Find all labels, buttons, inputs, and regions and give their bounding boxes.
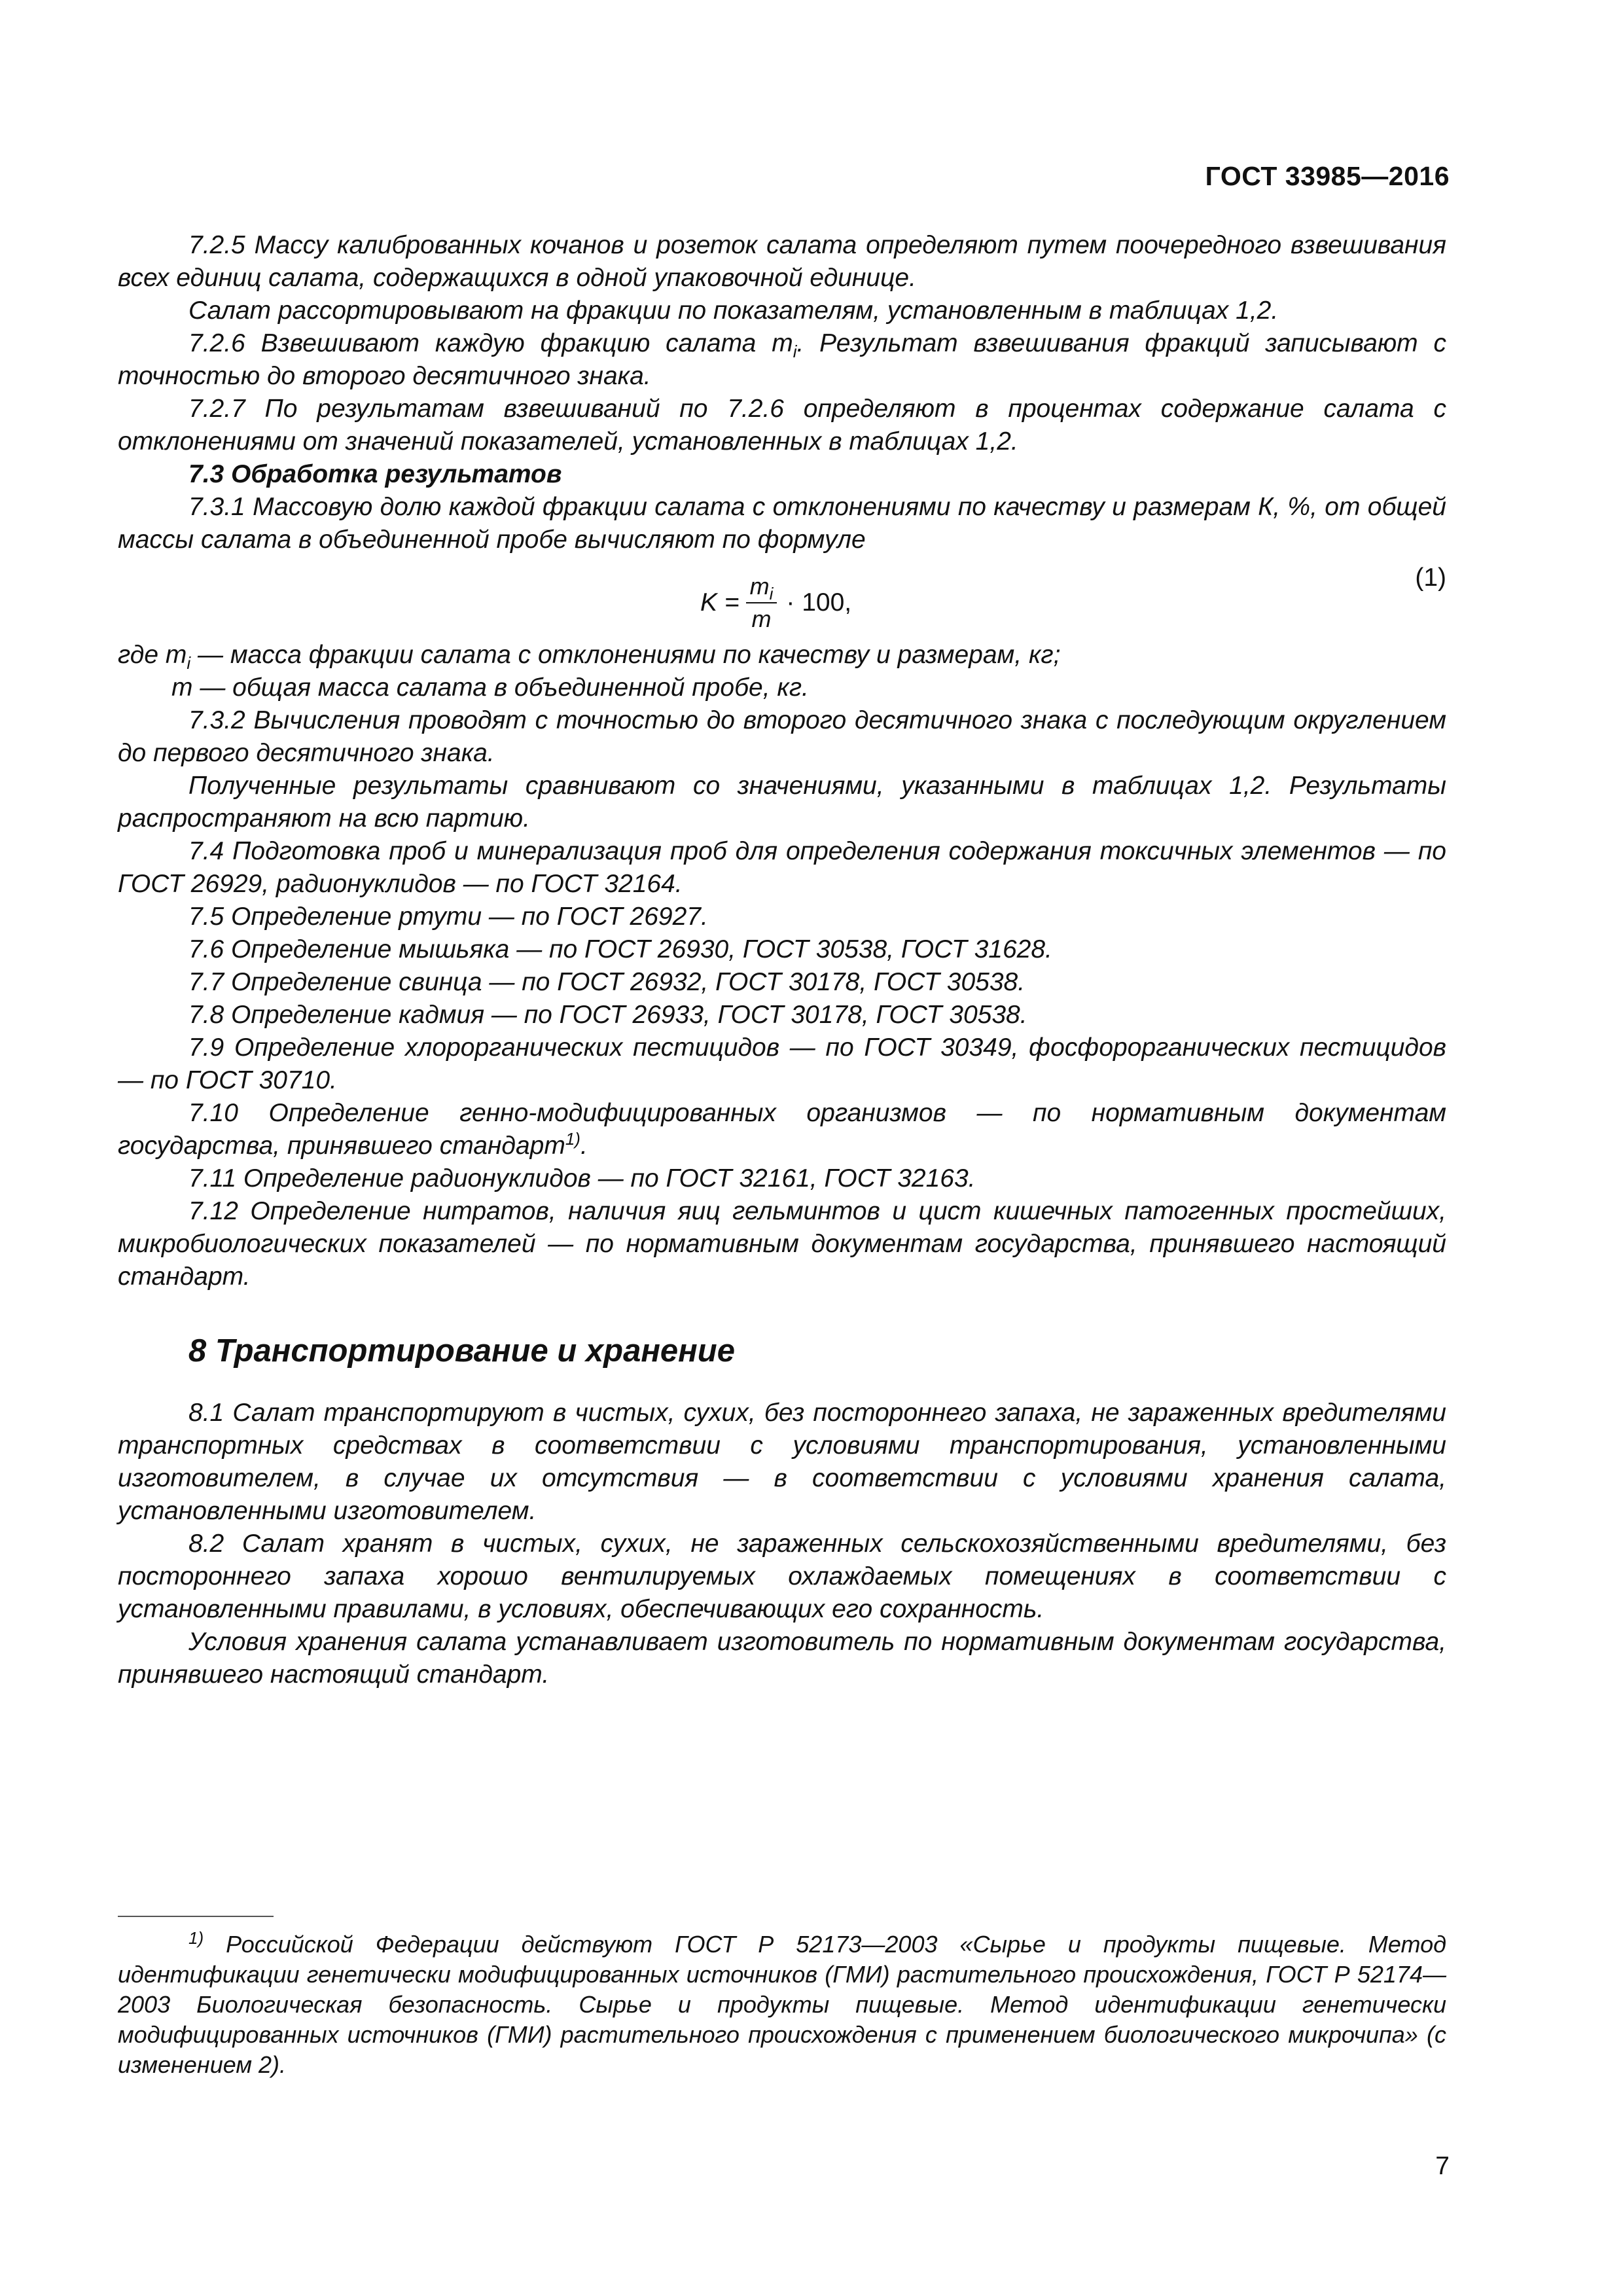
where-line-m: m — общая масса салата в объединенной пробе, кг.	[171, 673, 809, 702]
paragraph-8-2: 8.2 Салат хранят в чистых, сухих, не зараженных сельскохозяйственными вредителями, без постороннего запаха хорошо вентилируемых охлаждаемых помещениях в соответствии с установленными правилами, в условиях, обеспечивающих его сохранность.	[118, 1530, 1446, 1623]
heading-7-3: 7.3 Обработка результатов	[188, 460, 562, 488]
paragraph-7-3-2: 7.3.2 Вычисления проводят с точностью до второго десятичного знака с последующим округлением до первого десятичного знака.	[118, 706, 1446, 767]
paragraph-7-6: 7.6 Определение мышьяка — по ГОСТ 26930, ГОСТ 30538, ГОСТ 31628.	[188, 935, 1052, 963]
formula-lhs: K =	[700, 588, 740, 617]
paragraph-7-4: 7.4 Подготовка проб и минерализация проб для определения содержания токсичных элементов — по ГОСТ 26929, радионуклидов — по ГОСТ 32164.	[118, 837, 1446, 898]
page-number: 7	[1435, 2152, 1450, 2180]
formula-k	[700, 573, 851, 632]
footnote-1: $^{1)}$ Российской Федерации действуют ГОСТ Р 52173—2003 «Сырье и продукты пищевые. Метод идентификации генетически модифицированных источников (ГМИ) растительного происхождения, ГОСТ Р 52174—2003 Биологическая безопасность. Сырье и продукты пищевые. Метод идентификации генетически модифицированных источников (ГМИ) растительного происхождения с применением биологического микрочипа» (с изменением 2).	[118, 1928, 1446, 2078]
paragraph-7-8: 7.8 Определение кадмия — по ГОСТ 26933, ГОСТ 30178, ГОСТ 30538.	[188, 1001, 1027, 1029]
footnote-divider	[118, 1916, 274, 1917]
formula-denominator: m	[751, 605, 772, 632]
document-code-header: ГОСТ 33985—2016	[1205, 161, 1450, 191]
paragraph-7-11: 7.11 Определение радионуклидов — по ГОСТ 32161, ГОСТ 32163.	[188, 1164, 976, 1193]
footnote-marker: 1)	[188, 1928, 204, 1948]
paragraph-7-2-6: 7.2.6 Взвешивают каждую фракцию салата $m_i$. Результат взвешивания фракций записывают с точностью до второго десятичного знака.	[118, 329, 1446, 390]
paragraph-7-9: 7.9 Определение хлорорганических пестицидов — по ГОСТ 30349, фосфорорганических пестицидов — по ГОСТ 30710.	[118, 1033, 1446, 1094]
formula-number: (1)	[1415, 564, 1446, 592]
paragraph-7-7: 7.7 Определение свинца — по ГОСТ 26932, ГОСТ 30178, ГОСТ 30538.	[188, 968, 1026, 996]
footnotes	[118, 1929, 1446, 2080]
paragraph-7-2-7: 7.2.7 По результатам взвешиваний по 7.2.6 определяют в процентах содержание салата с отклонениями от значений показателей, установленных в таблицах 1,2.	[118, 395, 1446, 456]
paragraph-7-3-1: 7.3.1 Массовую долю каждой фракции салата с отклонениями по качеству и размерам К, %, от общей массы салата в объединенной пробе вычисляют по формуле	[118, 493, 1446, 554]
paragraph-7-12: 7.12 Определение нитратов, наличия яиц гельминтов и цист кишечных патогенных простейших, микробиологических показателей — по нормативным документам государства, принявшего настоящий стандарт.	[118, 1197, 1446, 1291]
paragraph-sorting: Салат рассортировывают на фракции по показателям, установленным в таблицах 1,2.	[188, 296, 1279, 325]
paragraph-8-1: 8.1 Салат транспортируют в чистых, сухих, без постороннего запаха, не зараженных вредителями транспортных средствах в соответствии с условиями транспортирования, установленными изготовителем, в случае их отсутствия — в соответствии с условиями хранения салата, установленными изготовителем.	[118, 1399, 1446, 1525]
paragraph-7-10: 7.10 Определение генно-модифицированных организмов — по нормативным документам государства, принявшего стандарт$^{1)}$.	[118, 1099, 1446, 1160]
formula-numerator: $m_i$	[746, 573, 777, 603]
section-8-title: 8 Транспортирование и хранение	[188, 1333, 735, 1369]
paragraph-7-5: 7.5 Определение ртути — по ГОСТ 26927.	[188, 903, 708, 931]
main-content	[118, 229, 1446, 1691]
paragraph-7-2-5: 7.2.5 Массу калиброванных кочанов и розеток салата определяют путем поочередного взвешивания всех единиц салата, содержащихся в одной упаковочной единице.	[118, 231, 1446, 292]
formula-block	[118, 562, 1446, 635]
formula-fraction	[746, 573, 777, 632]
paragraph-storage-conditions: Условия хранения салата устанавливает изготовитель по нормативным документам государства, принявшего настоящий стандарт.	[118, 1628, 1446, 1689]
where-line-mi: где $m_i$ — масса фракции салата с отклонениями по качеству и размерам, кг;	[118, 641, 1061, 673]
footnote-ref[interactable]: 1)	[565, 1129, 580, 1149]
paragraph-results: Полученные результаты сравнивают со значениями, указанными в таблицах 1,2. Результаты распространяют на всю партию.	[118, 772, 1446, 833]
formula-multiplier: · 100,	[786, 588, 852, 617]
